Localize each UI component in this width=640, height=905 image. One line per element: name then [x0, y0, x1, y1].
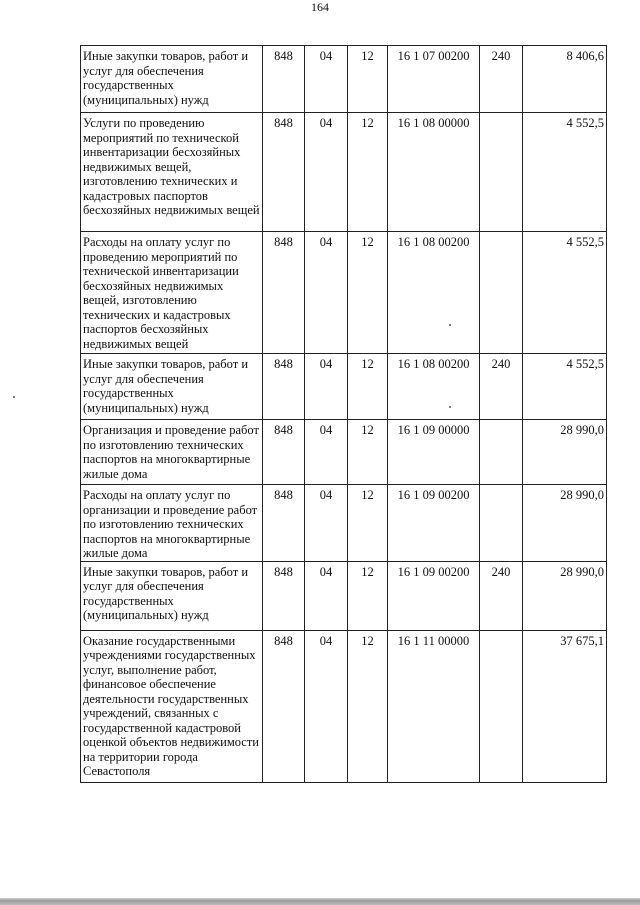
cell-section-code: 04 — [305, 113, 348, 232]
cell-section-code: 04 — [305, 46, 348, 113]
table-row — [81, 354, 607, 420]
page-number: 164 — [311, 0, 329, 14]
budget-table — [80, 45, 607, 783]
cell-description: Иные закупки товаров, работ и услуг для обеспечения государственных (муниципальных) нужд — [81, 561, 263, 630]
scan-speck — [13, 396, 15, 398]
cell-target-article: 16 1 08 00000 — [388, 113, 480, 232]
scan-speck — [449, 324, 451, 326]
cell-section-code: 04 — [305, 485, 348, 562]
cell-description: Расходы на оплату услуг по проведению мероприятий по технической инвентаризации бесхозяйных недвижимых вещей, изготовлению технических и кадастровых паспортов бесхозяйных недвижимых вещей — [81, 232, 263, 354]
cell-expense-type — [480, 630, 523, 782]
scan-speck — [449, 406, 451, 408]
table-row — [81, 630, 607, 782]
cell-ministry-code: 848 — [263, 420, 305, 485]
cell-amount: 4 552,5 — [523, 354, 607, 420]
cell-description: Иные закупки товаров, работ и услуг для обеспечения государственных (муниципальных) нужд — [81, 354, 263, 420]
cell-expense-type — [480, 485, 523, 562]
cell-subsection-code: 12 — [348, 354, 388, 420]
cell-section-code: 04 — [305, 561, 348, 630]
cell-expense-type — [480, 232, 523, 354]
cell-target-article: 16 1 08 00200 — [388, 354, 480, 420]
cell-target-article: 16 1 09 00000 — [388, 420, 480, 485]
cell-target-article: 16 1 09 00200 — [388, 561, 480, 630]
cell-expense-type — [480, 113, 523, 232]
cell-section-code: 04 — [305, 354, 348, 420]
cell-subsection-code: 12 — [348, 232, 388, 354]
cell-amount: 28 990,0 — [523, 485, 607, 562]
cell-amount: 37 675,1 — [523, 630, 607, 782]
cell-amount: 4 552,5 — [523, 113, 607, 232]
cell-ministry-code: 848 — [263, 630, 305, 782]
cell-target-article: 16 1 08 00200 — [388, 232, 480, 354]
cell-ministry-code: 848 — [263, 46, 305, 113]
cell-description: Организация и проведение работ по изготовлению технических паспортов на многоквартирные жилые дома — [81, 420, 263, 485]
cell-amount: 28 990,0 — [523, 420, 607, 485]
cell-section-code: 04 — [305, 232, 348, 354]
cell-amount: 8 406,6 — [523, 46, 607, 113]
cell-amount: 28 990,0 — [523, 561, 607, 630]
cell-target-article: 16 1 09 00200 — [388, 485, 480, 562]
cell-description: Расходы на оплату услуг по организации и проведение работ по изготовлению технических паспортов на многоквартирные жилые дома — [81, 485, 263, 562]
cell-description: Услуги по проведению мероприятий по технической инвентаризации бесхозяйных недвижимых вещей, изготовлению технических и кадастровых паспортов бесхозяйных недвижимых вещей — [81, 113, 263, 232]
cell-expense-type: 240 — [480, 561, 523, 630]
cell-description: Оказание государственными учреждениями государственных услуг, выполнение работ, финансовое обеспечение деятельности государственных учреждений, связанных с государственной кадастровой оценкой объектов недвижимости на территории города Севастополя — [81, 630, 263, 782]
cell-subsection-code: 12 — [348, 630, 388, 782]
cell-expense-type — [480, 420, 523, 485]
table-row — [81, 232, 607, 354]
cell-ministry-code: 848 — [263, 561, 305, 630]
cell-subsection-code: 12 — [348, 420, 388, 485]
cell-ministry-code: 848 — [263, 113, 305, 232]
cell-subsection-code: 12 — [348, 113, 388, 232]
cell-target-article: 16 1 07 00200 — [388, 46, 480, 113]
scan-border — [0, 898, 640, 905]
cell-amount: 4 552,5 — [523, 232, 607, 354]
cell-subsection-code: 12 — [348, 485, 388, 562]
cell-subsection-code: 12 — [348, 46, 388, 113]
cell-target-article: 16 1 11 00000 — [388, 630, 480, 782]
cell-ministry-code: 848 — [263, 232, 305, 354]
table-row — [81, 46, 607, 113]
cell-section-code: 04 — [305, 630, 348, 782]
cell-subsection-code: 12 — [348, 561, 388, 630]
table-row — [81, 113, 607, 232]
cell-section-code: 04 — [305, 420, 348, 485]
budget-table-body — [81, 46, 607, 783]
cell-ministry-code: 848 — [263, 485, 305, 562]
cell-expense-type: 240 — [480, 354, 523, 420]
cell-expense-type: 240 — [480, 46, 523, 113]
table-row — [81, 420, 607, 485]
table-row — [81, 485, 607, 562]
cell-ministry-code: 848 — [263, 354, 305, 420]
table-row — [81, 561, 607, 630]
cell-description: Иные закупки товаров, работ и услуг для обеспечения государственных (муниципальных) нужд — [81, 46, 263, 113]
